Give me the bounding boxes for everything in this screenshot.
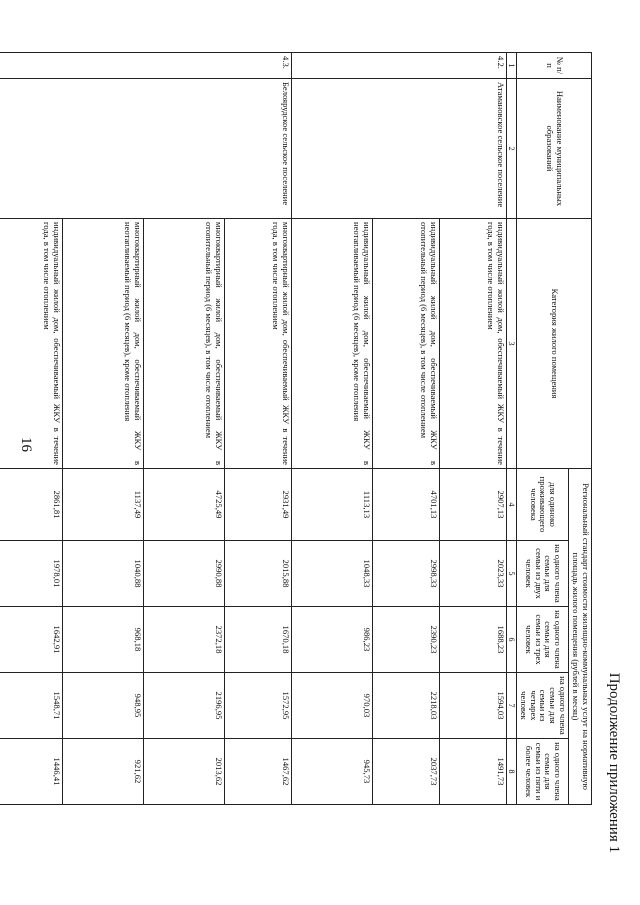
municipality-name: Белоярудское сельское поселение [0,79,291,219]
housing-category: индивидуальный жилой дом, обеспечиваемый ЖКУ в течение года, в том числе отоплением [0,219,62,469]
header-category: Категория жилого помещения [516,219,591,469]
value-family-five-plus: 2037,73 [372,739,439,805]
column-index: 2 [506,79,516,219]
housing-category: индивидуальный жилой дом, обеспечиваемый ЖКУ в течение года, в том числе отоплением [439,219,506,469]
value-family-five-plus: 1446,41 [0,739,62,805]
appendix-title: Продолжение приложения 1 [606,672,622,853]
value-family-four: 948,95 [62,673,143,739]
value-family-two: 1048,33 [291,541,372,607]
value-family-four: 1548,71 [0,673,62,739]
value-family-two: 2015,88 [224,541,291,607]
housing-standard-table [0,52,592,805]
value-family-three: 986,23 [291,607,372,673]
value-family-four: 1594,03 [439,673,506,739]
value-family-two: 2990,88 [143,541,224,607]
housing-category: многоквартирный жилой дом, обеспечиваемый ЖКУ в отопительный период (6 месяцев), в том числе отоплением [143,219,224,469]
page-number: 16 [18,437,34,452]
column-index: 6 [506,607,516,673]
value-family-five-plus: 1467,62 [224,739,291,805]
header-family-three: на одного члена семьи для семьи из трех человек [516,607,568,673]
value-family-four: 1572,95 [224,673,291,739]
value-family-two: 2023,33 [439,541,506,607]
value-single-person: 4725,49 [143,469,224,541]
header-no: № п/п [516,53,591,79]
header-family-four: на одного члена семьи для семьи из четырех человек [516,673,568,739]
housing-category: индивидуальный жилой дом, обеспечиваемый ЖКУ в неотапливаемый период (6 месяцев), кроме отопления [291,219,372,469]
column-index: 5 [506,541,516,607]
value-family-five-plus: 921,62 [62,739,143,805]
header-single-person: для одиноко проживающего человека [516,469,568,541]
housing-category: индивидуальный жилой дом, обеспечиваемый ЖКУ в отопительный период (6 месяцев), в том числе отоплением [372,219,439,469]
value-family-five-plus: 1491,73 [439,739,506,805]
value-family-three: 968,18 [62,607,143,673]
value-family-five-plus: 2013,62 [143,739,224,805]
value-family-three: 1670,18 [224,607,291,673]
value-single-person: 1137,49 [62,469,143,541]
column-index-row [506,53,516,805]
value-family-three: 2372,18 [143,607,224,673]
housing-category: многоквартирный жилой дом, обеспечиваемый ЖКУ в неотапливаемый период (6 месяцев), кроме отопления [62,219,143,469]
row-number: 4.3. [0,53,291,79]
housing-category: многоквартирный жилой дом, обеспечиваемый ЖКУ в течение года, в том числе отоплением [224,219,291,469]
value-family-three: 2390,23 [372,607,439,673]
value-family-two: 2998,33 [372,541,439,607]
value-single-person: 1113,13 [291,469,372,541]
value-family-four: 970,03 [291,673,372,739]
value-family-three: 1642,91 [0,607,62,673]
table-row [224,53,291,805]
header-family-two: на одного члена семьи для семьи из двух человек [516,541,568,607]
value-family-four: 2218,03 [372,673,439,739]
column-index: 8 [506,739,516,805]
column-index: 7 [506,673,516,739]
value-family-two: 1978,01 [0,541,62,607]
municipality-name: Атамановское сельское поселение [291,79,506,219]
value-single-person: 2931,49 [224,469,291,541]
value-family-four: 2196,95 [143,673,224,739]
value-family-three: 1688,23 [439,607,506,673]
value-family-two: 1040,88 [62,541,143,607]
row-number: 4.2. [291,53,506,79]
header-municipality: Наименование муниципальных образований [516,79,591,219]
value-single-person: 4701,13 [372,469,439,541]
value-single-person: 2907,13 [439,469,506,541]
table-row [439,53,506,805]
column-index: 1 [506,53,516,79]
header-standard-group: Региональный стандарт стоимости жилищно-коммунальных услуг на нормативную площадь жилого помещения (рублей в месяц) [569,469,592,805]
value-family-five-plus: 945,73 [291,739,372,805]
value-single-person: 2861,81 [0,469,62,541]
header-family-five-plus: на одного члена семьи для семьи из пяти и более человек [516,739,568,805]
column-index: 4 [506,469,516,541]
column-index: 3 [506,219,516,469]
